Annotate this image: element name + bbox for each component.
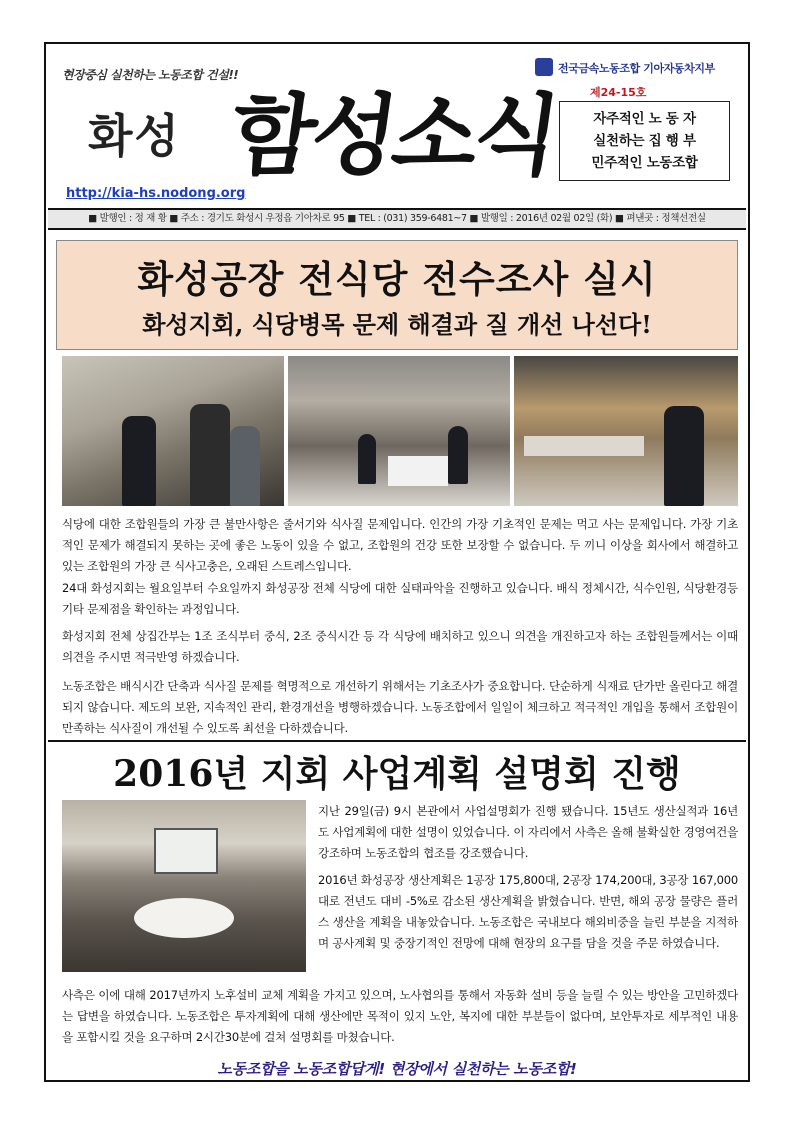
article2-paragraph-2: 2016년 화성공장 생산계획은 1공장 175,800대, 2공장 174,200대, 3공장 167,000대로 전년도 대비 -5%로 감소된 생산계획을 밝혔습니다. 반면, 해외 공장 물량은 플러스 생산을 계획을 내놓았습니다. 노동조합은 국내보다 해외비중을 늘린 부분을 지적하며 공사계획 및 중장기적인 전망에 대해 현장의 요구를 담을 것을 주문 하였습니다. <box>318 873 738 950</box>
cafeteria-photo-2 <box>288 356 510 506</box>
article1-headline: 화성공장 전식당 전수조사 실시 <box>137 258 657 301</box>
photo-figure <box>358 434 376 484</box>
article2-headline: 2016년 지회 사업계획 설명회 진행 <box>113 753 681 795</box>
article1-paragraph-2: 24대 화성지회는 월요일부터 수요일까지 화성공장 전체 식당에 대한 실태파악을 진행하고 있습니다. 배식 정체시간, 식수인원, 식당환경등 기타 문제점을 확인하는 과정입니다. <box>62 581 738 616</box>
photo-figure <box>230 426 260 506</box>
photo-figure <box>448 426 468 484</box>
photo-figure <box>190 404 230 506</box>
masthead-slogan: 현장중심 실천하는 노동조합 건설!! <box>62 68 239 82</box>
issue-number: 제24-15호 <box>590 86 647 99</box>
section-divider <box>48 740 746 742</box>
article2-paragraph-3: 사측은 이에 대해 2017년까지 노후설비 교체 계획을 가지고 있으며, 노사협의를 통해서 자동화 설비 등을 늘릴 수 있는 방안을 고민하겠다는 답변을 하였습니다. 노동조합은 투자계획에 대해 생산에만 목적이 있지 노안, 복지에 대한 부분들이 없다며, 보안투자로 세부적인 내용을 포함시킬 것을 요구하며 2시간30분에 걸쳐 설명회를 마쳤습니다. <box>62 988 738 1044</box>
article1-paragraph-4: 노동조합은 배식시간 단축과 식사질 문제를 혁명적으로 개선하기 위해서는 기초조사가 중요합니다. 단순하게 식재료 단가만 올린다고 해결되지 않습니다. 제도의 보완, 지속적인 관리, 환경개선을 병행하겠습니다. 노동조합에서 일일이 체크하고 적극적인 개입을 통해서 조합원이 만족하는 식사질이 개선될 수 있도록 최선을 다하겠습니다. <box>62 679 738 735</box>
motto-line: 자주적인 노 동 자 <box>593 111 696 127</box>
projector-screen <box>154 828 218 874</box>
motto-line: 민주적인 노동조합 <box>591 155 698 171</box>
website-link[interactable]: http://kia-hs.nodong.org <box>66 186 246 201</box>
union-logo-icon <box>535 58 553 76</box>
article1-paragraph-1: 식당에 대한 조합원들의 가장 큰 불만사항은 줄서기와 식사질 문제입니다. 인간의 가장 기초적인 문제는 먹고 사는 문제입니다. 가장 기초적인 문제가 해결되지 못하는 곳에 좋은 노동이 있을 수 없고, 조합원의 건강 또한 보장할 수 없습니다. 두 끼니 이상을 회사에서 해결하고 있는 조합원의 가장 큰 식사고충은, 오래된 스트레스입니다. <box>62 517 738 573</box>
photo-figure <box>122 416 156 506</box>
motto-line: 실천하는 집 행 부 <box>593 133 696 149</box>
conference-table <box>134 898 234 938</box>
article1-paragraph-3: 화성지회 전체 상집간부는 1조 조식부터 중식, 2조 중식시간 등 각 식당에 배치하고 있으니 의견을 개진하고자 하는 조합원들께서는 이때 의견을 주시면 적극반영 하겠습니다. <box>62 629 738 664</box>
briefing-session-photo <box>62 800 306 972</box>
motto-box <box>559 101 730 181</box>
article2-paragraph-1: 지난 29일(금) 9시 본관에서 사업설명회가 진행 됐습니다. 15년도 생산실적과 16년도 사업계획에 대한 설명이 있었습니다. 이 자리에서 사측은 올해 불확실한 경영여건을 강조하며 노동조합의 협조를 강조했습니다. <box>318 804 738 860</box>
photo-figure <box>664 406 704 506</box>
headline-box <box>56 240 738 350</box>
masthead-title-small: 화성 <box>88 109 181 163</box>
cafeteria-photo-3 <box>514 356 738 506</box>
publication-info-bar: ■ 발행인 : 정 재 황 ■ 주소 : 경기도 화성시 우정읍 기아차로 95 ■ TEL : (031) 359-6481~7 ■ 발행일 : 2016년 02월 02일 (화) ■ 펴낸곳 : 정책선전실 <box>48 208 746 230</box>
cafeteria-photo-1 <box>62 356 284 506</box>
footer-slogan: 노동조합을 노동조합답게! 현장에서 실천하는 노동조합! <box>217 1060 577 1078</box>
article1-subheadline: 화성지회, 식당병목 문제 해결과 질 개선 나선다! <box>142 310 652 339</box>
masthead-title-big: 함성소식 <box>223 83 563 187</box>
photo-table <box>524 436 644 456</box>
union-name: 전국금속노동조합 기아자동차지부 <box>558 62 715 75</box>
photo-table <box>388 456 448 486</box>
